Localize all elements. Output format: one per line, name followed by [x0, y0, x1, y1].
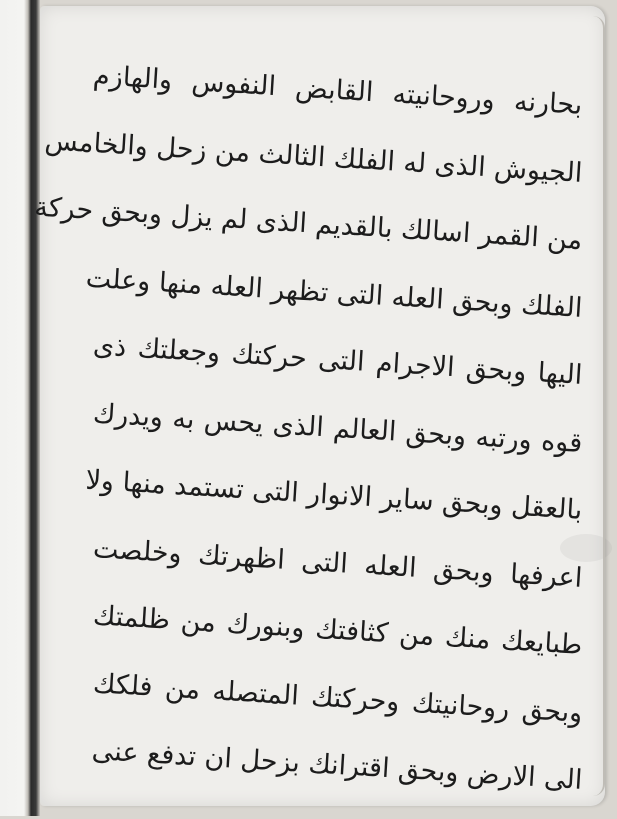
text-line-6: قوه ورتبه وبحق العالم الذى يحس به ويدرك: [92, 397, 584, 459]
text-line-4: الفلك وبحق العله التى تظهر العله منها وعلت: [84, 262, 584, 324]
text-line-1: بحارنه وروحانيته القابض النفوس والهازم: [92, 60, 584, 121]
adjacent-page-edge: [0, 0, 40, 816]
text-line-5: اليها وبحق الاجرام التى حركتك وجعلتك ذى: [92, 330, 584, 391]
text-line-10: وبحق روحانيتك وحركتك المتصله من فلكك: [92, 667, 584, 729]
paper-stain: [560, 534, 612, 562]
text-line-9: طبايعك منك من كثافتك وبنورك من ظلمتك: [92, 600, 584, 661]
text-line-11: الى الارض وبحق اقترانك بزحل ان تدفع عنى: [90, 735, 584, 796]
text-line-2: الجيوش الذى له الفلك الثالث من زحل والخامس: [43, 124, 584, 189]
text-line-7: بالعقل وبحق ساير الانوار التى تستمد منها ولا: [84, 464, 584, 526]
text-line-8: اعرفها وبحق العله التى اظهرتك وخلصت: [92, 532, 584, 594]
text-block: [33, 60, 584, 819]
manuscript-page: [33, 6, 605, 806]
text-line-3: من القمر اسالك بالقديم الذى لم يزل وبحق حركة: [33, 191, 584, 256]
